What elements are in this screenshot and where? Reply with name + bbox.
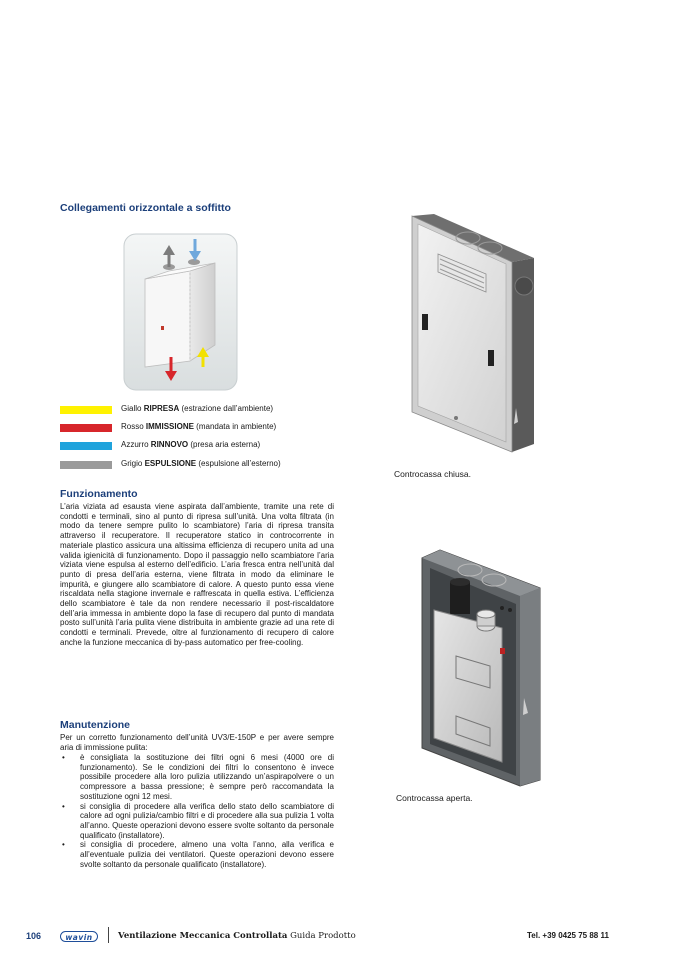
legend-row-immissione [60,423,360,433]
legend-desc: (mandata in ambiente) [196,422,277,431]
legend-color-name: Giallo [121,404,142,413]
legend-desc: (espulsione all’esterno) [198,459,281,468]
legend-color-name: Azzurro [121,440,149,449]
open-box-illustration [420,548,542,788]
funzionamento-heading: Funzionamento [60,488,138,500]
caption-open: Controcassa aperta. [396,793,473,803]
legend-desc: (presa aria esterna) [190,440,261,449]
caption-closed: Controcassa chiusa. [394,469,472,479]
doc-title: Ventilazione Meccanica Controllata [118,931,288,941]
legend-keyword: IMMISSIONE [145,422,194,431]
legend-keyword: ESPULSIONE [144,459,197,468]
section-title: Collegamenti orizzontale a soffitto [60,202,231,214]
wavin-logo: wavin [60,931,98,942]
footer-divider [108,927,109,943]
legend-swatch-blue [60,442,112,450]
list-item: • è consigliata la sostituzione dei filtri ogni 6 mesi (4000 ore di funzionamento). Se le condizioni dei filtri lo consentono è invece possibile procedere alla loro pulizia utilizzando un’aspirapolvere o un compressore a bassa pressione; è sempre però raccomandata la sostituzione ogni 12 mesi. [60,753,334,802]
legend-desc: (estrazione dall’ambiente) [181,404,274,413]
legend-keyword: RIPRESA [143,404,180,413]
list-item: • si consiglia di procedere, almeno una volta l’anno, alla verifica e all’eventuale pulizia dei ventilatori. Queste operazioni devono essere svolte soltanto da personale qualificato (installatore). [60,840,334,869]
legend-keyword: RINNOVO [150,440,189,449]
legend-color-name: Grigio [121,459,143,468]
legend-row-rinnovo [60,441,360,451]
legend-swatch-yellow [60,406,112,414]
footer-doc-title [118,931,356,941]
legend-row-espulsione [60,460,360,470]
legend-swatch-grey [60,461,112,469]
legend-row-ripresa [60,405,360,415]
manutenzione-heading: Manutenzione [60,719,130,731]
doc-subtitle: Guida Prodotto [290,931,356,941]
funzionamento-text: L’aria viziata ad esausta viene aspirata dall’ambiente, tramite una rete di condotti e terminali, sino al punto di ripresa sull’unità. Una volta filtrata (in modo da tenere sempre pulito lo scambiatore) l’aria di ripresa transita attraverso il recuperatore. Il recuperatore statico in controcorrente in materiale plastico assicura una altissima efficienza di recupero unita ad una valida igienicità di funzionamento. Dopo il passaggio nello scambiatore l’aria viziata viene espulsa al esterno dell’edificio. L’aria fresca entra nell’unità dal punto di presa dell’aria esterna, viene filtrata in modo da eliminare le impurità, e giungere allo scambiatore di calore. A questo punto essa viene riscaldata nella stagione invernale e raffrescata in quella estiva. L’efficienza dello scambiatore è tale da non rendere necessario il post-riscaldatore dell’aria immessa in ambiente dopo la fase di recupero dal punto di mandata posto sull’unità l’aria pulita viene distribuita in ambiente grazie ad una rete di condotti e terminali. Prevede, oltre al funzionamento di recupero di calore anche la funzione meccanica di by-pass automatico per free-cooling. [60,502,334,647]
manutenzione-list [60,753,334,869]
footer-phone: Tel. +39 0425 75 88 11 [527,931,609,940]
manutenzione-intro: Per un corretto funzionamento dell’unità UV3/E-150P e per avere sempre aria di immissione pulita: [60,733,334,752]
unit-connection-illustration [123,233,238,391]
legend-swatch-red [60,424,112,432]
legend-color-name: Rosso [121,422,144,431]
closed-box-illustration [408,212,538,457]
list-item: • si consiglia di procedere alla verifica dello stato dello scambiatore di calore ad ogni pulizia/cambio filtri e di procedere alla sua pulizia 1 volta all’anno. Queste operazioni devono essere svolte soltanto da personale qualificato (installatore). [60,802,334,841]
page-number: 106 [26,931,42,941]
